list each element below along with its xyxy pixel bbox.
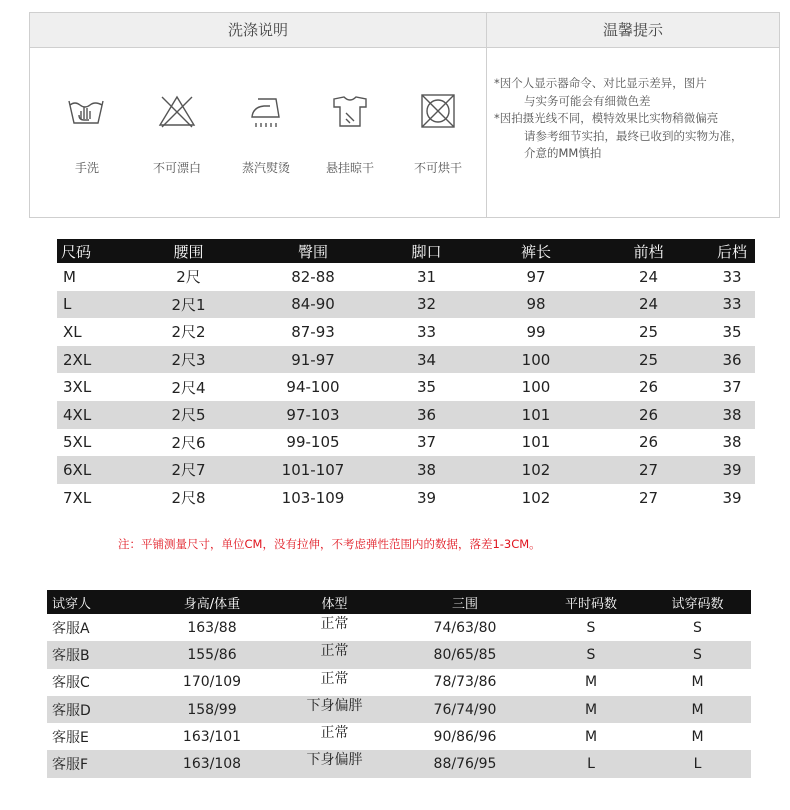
size-table (57, 239, 755, 511)
tip-line: *因拍摄光线不同，模特效果比实物稍微偏亮 (494, 111, 719, 125)
table-cell: M (538, 696, 644, 723)
column-header: 体型 (277, 590, 392, 614)
table-cell: 163/108 (147, 750, 277, 777)
column-header: 试穿人 (47, 590, 147, 614)
table-cell: XL (63, 322, 82, 341)
table-cell: 2尺7 (120, 456, 257, 484)
table-cell: 38 (722, 433, 742, 452)
table-cell: 5XL (63, 433, 92, 452)
table-row (57, 456, 755, 484)
table-cell: L (57, 291, 120, 319)
table-cell: 84-90 (257, 291, 369, 319)
table-cell: 170/109 (182, 674, 242, 691)
table-cell: 2尺8 (171, 489, 206, 508)
table-row (57, 318, 755, 346)
table-cell: M (644, 696, 751, 723)
table-cell: 2尺4 (171, 378, 206, 397)
table-cell: 2尺1 (120, 291, 257, 319)
column-header: 平时码数 (538, 590, 644, 614)
table-cell: 26 (638, 378, 659, 397)
table-cell: 下身偏胖 (277, 750, 392, 777)
table-cell: 正常 (320, 725, 349, 742)
size-table-header (57, 239, 755, 263)
table-cell: 正常 (320, 616, 349, 632)
table-cell: 正常 (277, 641, 392, 668)
table-cell: 2尺6 (171, 433, 206, 452)
table-cell: 客服E (52, 729, 89, 746)
table-cell: 100 (484, 346, 588, 374)
hang-dry-icon (330, 93, 370, 129)
table-cell: M (584, 728, 598, 745)
table-cell: M (691, 674, 704, 691)
table-cell: 163/88 (187, 619, 237, 636)
table-cell: 24 (638, 267, 659, 286)
table-cell: 39 (709, 456, 755, 484)
table-cell: 158/99 (147, 696, 277, 723)
table-cell: 27 (588, 456, 709, 484)
table-row (47, 723, 751, 750)
tip-line: 介意的MM慎拍 (524, 146, 602, 160)
column-header: 腰围 (120, 239, 257, 263)
table-cell: 37 (416, 433, 437, 452)
table-cell: 2尺5 (120, 401, 257, 429)
table-cell: 25 (588, 346, 709, 374)
table-row (47, 750, 751, 777)
table-row (47, 614, 751, 641)
table-cell: 94-100 (286, 378, 340, 397)
column-header: 身高/体重 (147, 590, 277, 614)
table-cell: 客服D (47, 696, 147, 723)
table-cell: 91-97 (257, 346, 369, 374)
table-row (47, 696, 751, 723)
table-cell: 163/101 (182, 728, 242, 745)
table-cell: M (691, 728, 704, 745)
table-cell: 33 (709, 291, 755, 319)
table-cell: 101-107 (257, 456, 369, 484)
tip-line: 请参考细节实拍，最终已收到的实物为准， (524, 128, 743, 143)
table-cell: 37 (722, 378, 742, 397)
table-cell: 99-105 (286, 433, 340, 452)
table-cell: S (693, 619, 702, 636)
model-table (47, 590, 751, 778)
table-cell: 33 (722, 267, 742, 286)
table-cell: 35 (722, 322, 742, 341)
table-row (47, 641, 751, 668)
table-cell: 36 (369, 401, 484, 429)
table-cell: 99 (526, 322, 546, 341)
column-header: 裤长 (484, 239, 588, 263)
table-cell: 39 (722, 488, 742, 507)
table-cell: 6XL (57, 456, 120, 484)
table-cell: 97 (526, 267, 546, 286)
table-row (57, 346, 755, 374)
table-cell: 31 (416, 267, 437, 286)
table-cell: 88/76/95 (392, 750, 538, 777)
table-cell: 2尺 (176, 268, 201, 287)
table-cell: 97-103 (257, 401, 369, 429)
table-cell: 102 (521, 488, 551, 507)
table-row (57, 429, 755, 457)
table-cell: 78/73/86 (433, 674, 497, 691)
table-cell: 38 (369, 456, 484, 484)
tips-text (494, 75, 778, 163)
column-header: 后档 (709, 239, 755, 263)
table-cell: 7XL (63, 488, 92, 507)
table-cell: S (538, 641, 644, 668)
table-cell: 32 (369, 291, 484, 319)
table-row (57, 484, 755, 512)
column-header: 脚口 (369, 239, 484, 263)
table-cell: 26 (638, 433, 659, 452)
table-cell: 客服F (47, 750, 147, 777)
table-cell: 4XL (57, 401, 120, 429)
table-cell: 2尺2 (171, 323, 206, 342)
table-row (57, 373, 755, 401)
tips-title: 温馨提示 (602, 21, 663, 39)
hand-wash-label: 手洗 (74, 161, 99, 175)
table-cell: 101 (521, 433, 551, 452)
table-cell: 26 (588, 401, 709, 429)
table-cell: 80/65/85 (392, 641, 538, 668)
tip-line: *因个人显示器命令、对比显示差异，图片 (494, 76, 707, 90)
table-cell: 38 (709, 401, 755, 429)
column-header: 试穿码数 (644, 590, 751, 614)
table-cell: M (584, 674, 598, 691)
table-cell: 2尺3 (120, 346, 257, 374)
table-cell: 3XL (63, 378, 92, 397)
table-cell: 客服B (47, 641, 147, 668)
column-header: 前档 (588, 239, 709, 263)
table-cell: 87-93 (291, 322, 335, 341)
table-cell: 102 (484, 456, 588, 484)
table-cell: S (586, 619, 596, 636)
table-cell: 下身偏胖 (277, 696, 392, 723)
steam-iron-icon (246, 93, 286, 129)
table-cell: 82-88 (291, 267, 335, 286)
no-tumble-dry-icon (418, 93, 458, 129)
table-row (57, 263, 755, 291)
no-bleach-label: 不可漂白 (152, 161, 201, 175)
table-row (47, 669, 751, 696)
table-row (57, 291, 755, 319)
care-instructions-panel (29, 12, 780, 218)
hang-dry-label: 悬挂晾干 (325, 161, 374, 175)
steam-iron-label: 蒸汽熨烫 (241, 161, 290, 175)
table-cell: 100 (521, 378, 551, 397)
table-cell: 103-109 (281, 488, 345, 507)
table-row (57, 401, 755, 429)
column-header: 三围 (392, 590, 538, 614)
table-cell: 客服A (52, 620, 90, 637)
table-cell: M (63, 267, 76, 286)
hand-wash-icon (66, 93, 106, 129)
table-cell: 101 (484, 401, 588, 429)
tip-line: 与实务可能会有细微色差 (524, 93, 651, 108)
table-cell: 90/86/96 (433, 728, 497, 745)
table-cell: 36 (709, 346, 755, 374)
column-header: 臀围 (257, 239, 369, 263)
table-cell: 24 (588, 291, 709, 319)
table-cell: 76/74/90 (392, 696, 538, 723)
column-header: 尺码 (57, 239, 120, 263)
table-cell: 正常 (320, 670, 349, 687)
table-cell: 34 (369, 346, 484, 374)
table-cell: 33 (416, 322, 437, 341)
table-cell: 25 (638, 322, 659, 341)
table-cell: 27 (638, 488, 659, 507)
table-cell: 客服C (52, 675, 90, 692)
model-table-header (47, 590, 751, 614)
table-cell: 35 (416, 378, 437, 397)
no-bleach-icon (157, 93, 197, 129)
table-cell: 2XL (57, 346, 120, 374)
no-tumble-dry-label: 不可烘干 (413, 161, 462, 175)
table-cell: L (538, 750, 644, 777)
table-cell: 155/86 (147, 641, 277, 668)
table-cell: 39 (416, 488, 437, 507)
measurement-note: 注：平铺测量尺寸，单位CM，没有拉伸，不考虑弹性范围内的数据，落差1-3CM。 (118, 537, 541, 551)
washing-instructions-title: 洗涤说明 (227, 21, 288, 39)
table-cell: 74/63/80 (433, 619, 497, 636)
table-cell: S (644, 641, 751, 668)
table-cell: L (644, 750, 751, 777)
table-cell: 98 (484, 291, 588, 319)
